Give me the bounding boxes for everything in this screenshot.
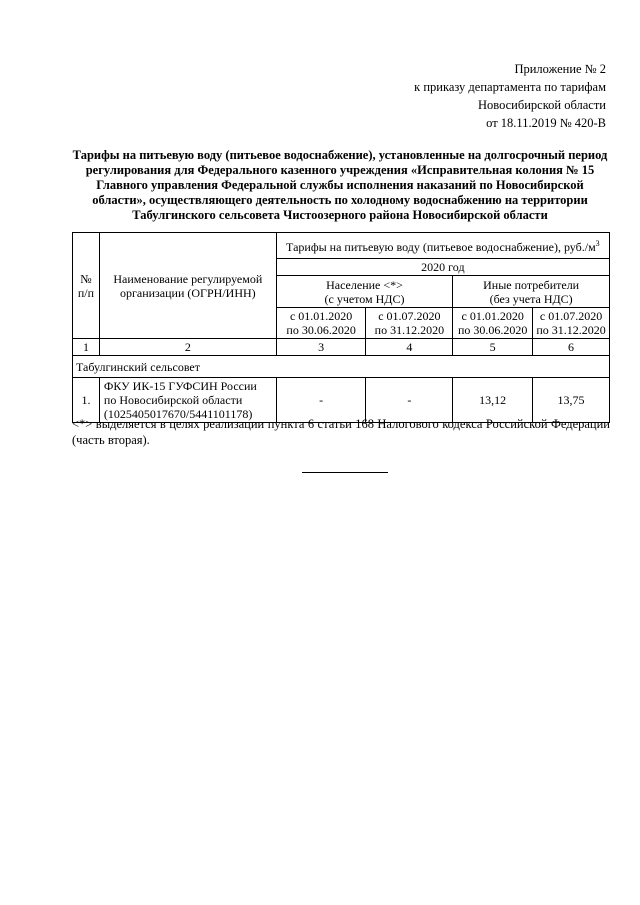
header-organization: Наименование регулируемой организации (ОГРН/ИНН) [99,233,276,339]
header-population [276,276,453,308]
tariff-value: - [366,378,453,423]
period-start: с 01.01.2020 [461,309,524,323]
appendix-header [414,60,606,132]
table-header-row [73,233,610,259]
org-line: по Новосибирской области [103,393,243,407]
column-number: 2 [99,339,276,356]
header-tariffs-sup: 3 [595,239,600,248]
org-line: ФКУ ИК-15 ГУФСИН России [103,379,257,393]
period-end: по 31.12.2020 [536,323,606,337]
tariff-value: 13,75 [533,378,610,423]
org-ids: (1025405017670/5441101178) [103,407,253,421]
header-population-title: Население <*> [326,277,403,292]
period-cell [276,308,366,339]
column-number: 3 [276,339,366,356]
header-number: № п/п [73,233,100,339]
end-divider [302,472,388,473]
period-end: по 30.06.2020 [457,323,528,337]
row-number: 1. [73,378,100,423]
tariff-value: 13,12 [453,378,533,423]
district-row [73,356,610,378]
document-title: Тарифы на питьевую воду (питьевое водоснабжение), установленные на долгосрочный период регулирования для Федерального казенного учреждения «Исправительная колония № 15 Главного управления Федеральной службы исполнения наказаний по Новосибирской области», осуществляющего деятельность по холодному водоснабжению на территории Табулгинского сельсовета Чистоозерного района Новосибирской области [72,148,608,222]
header-year: 2020 год [276,259,609,276]
header-population-vat: (с учетом НДС) [324,291,405,306]
tariff-table [72,232,610,423]
district-name: Табулгинский сельсовет [73,356,610,378]
header-other-consumers [453,276,610,308]
period-cell [533,308,610,339]
header-others-title: Иные потребители [483,277,580,292]
appendix-number: Приложение № 2 [514,62,606,76]
period-start: с 01.07.2020 [539,309,603,323]
period-start: с 01.01.2020 [289,309,353,323]
column-number: 6 [533,339,610,356]
column-number-row [73,339,610,356]
period-cell [366,308,453,339]
column-number: 5 [453,339,533,356]
appendix-date: от 18.11.2019 № 420-В [486,116,606,130]
column-number: 1 [73,339,100,356]
header-others-vat: (без учета НДС) [489,291,573,306]
appendix-order-ref: к приказу департамента по тарифам [414,80,606,94]
appendix-region: Новосибирской области [477,98,606,112]
period-cell [453,308,533,339]
period-end: по 30.06.2020 [286,323,356,337]
footnote: <*> выделяется в целях реализации пункта 6 статьи 168 Налогового кодекса Российской Федерации (часть вторая). [72,417,610,447]
header-tariffs-text: Тарифы на питьевую воду (питьевое водоснабжение), руб./м [286,240,596,254]
tariff-value: - [276,378,366,423]
period-end: по 31.12.2020 [374,323,445,337]
period-start: с 01.07.2020 [378,309,441,323]
header-tariffs [276,233,609,259]
column-number: 4 [366,339,453,356]
